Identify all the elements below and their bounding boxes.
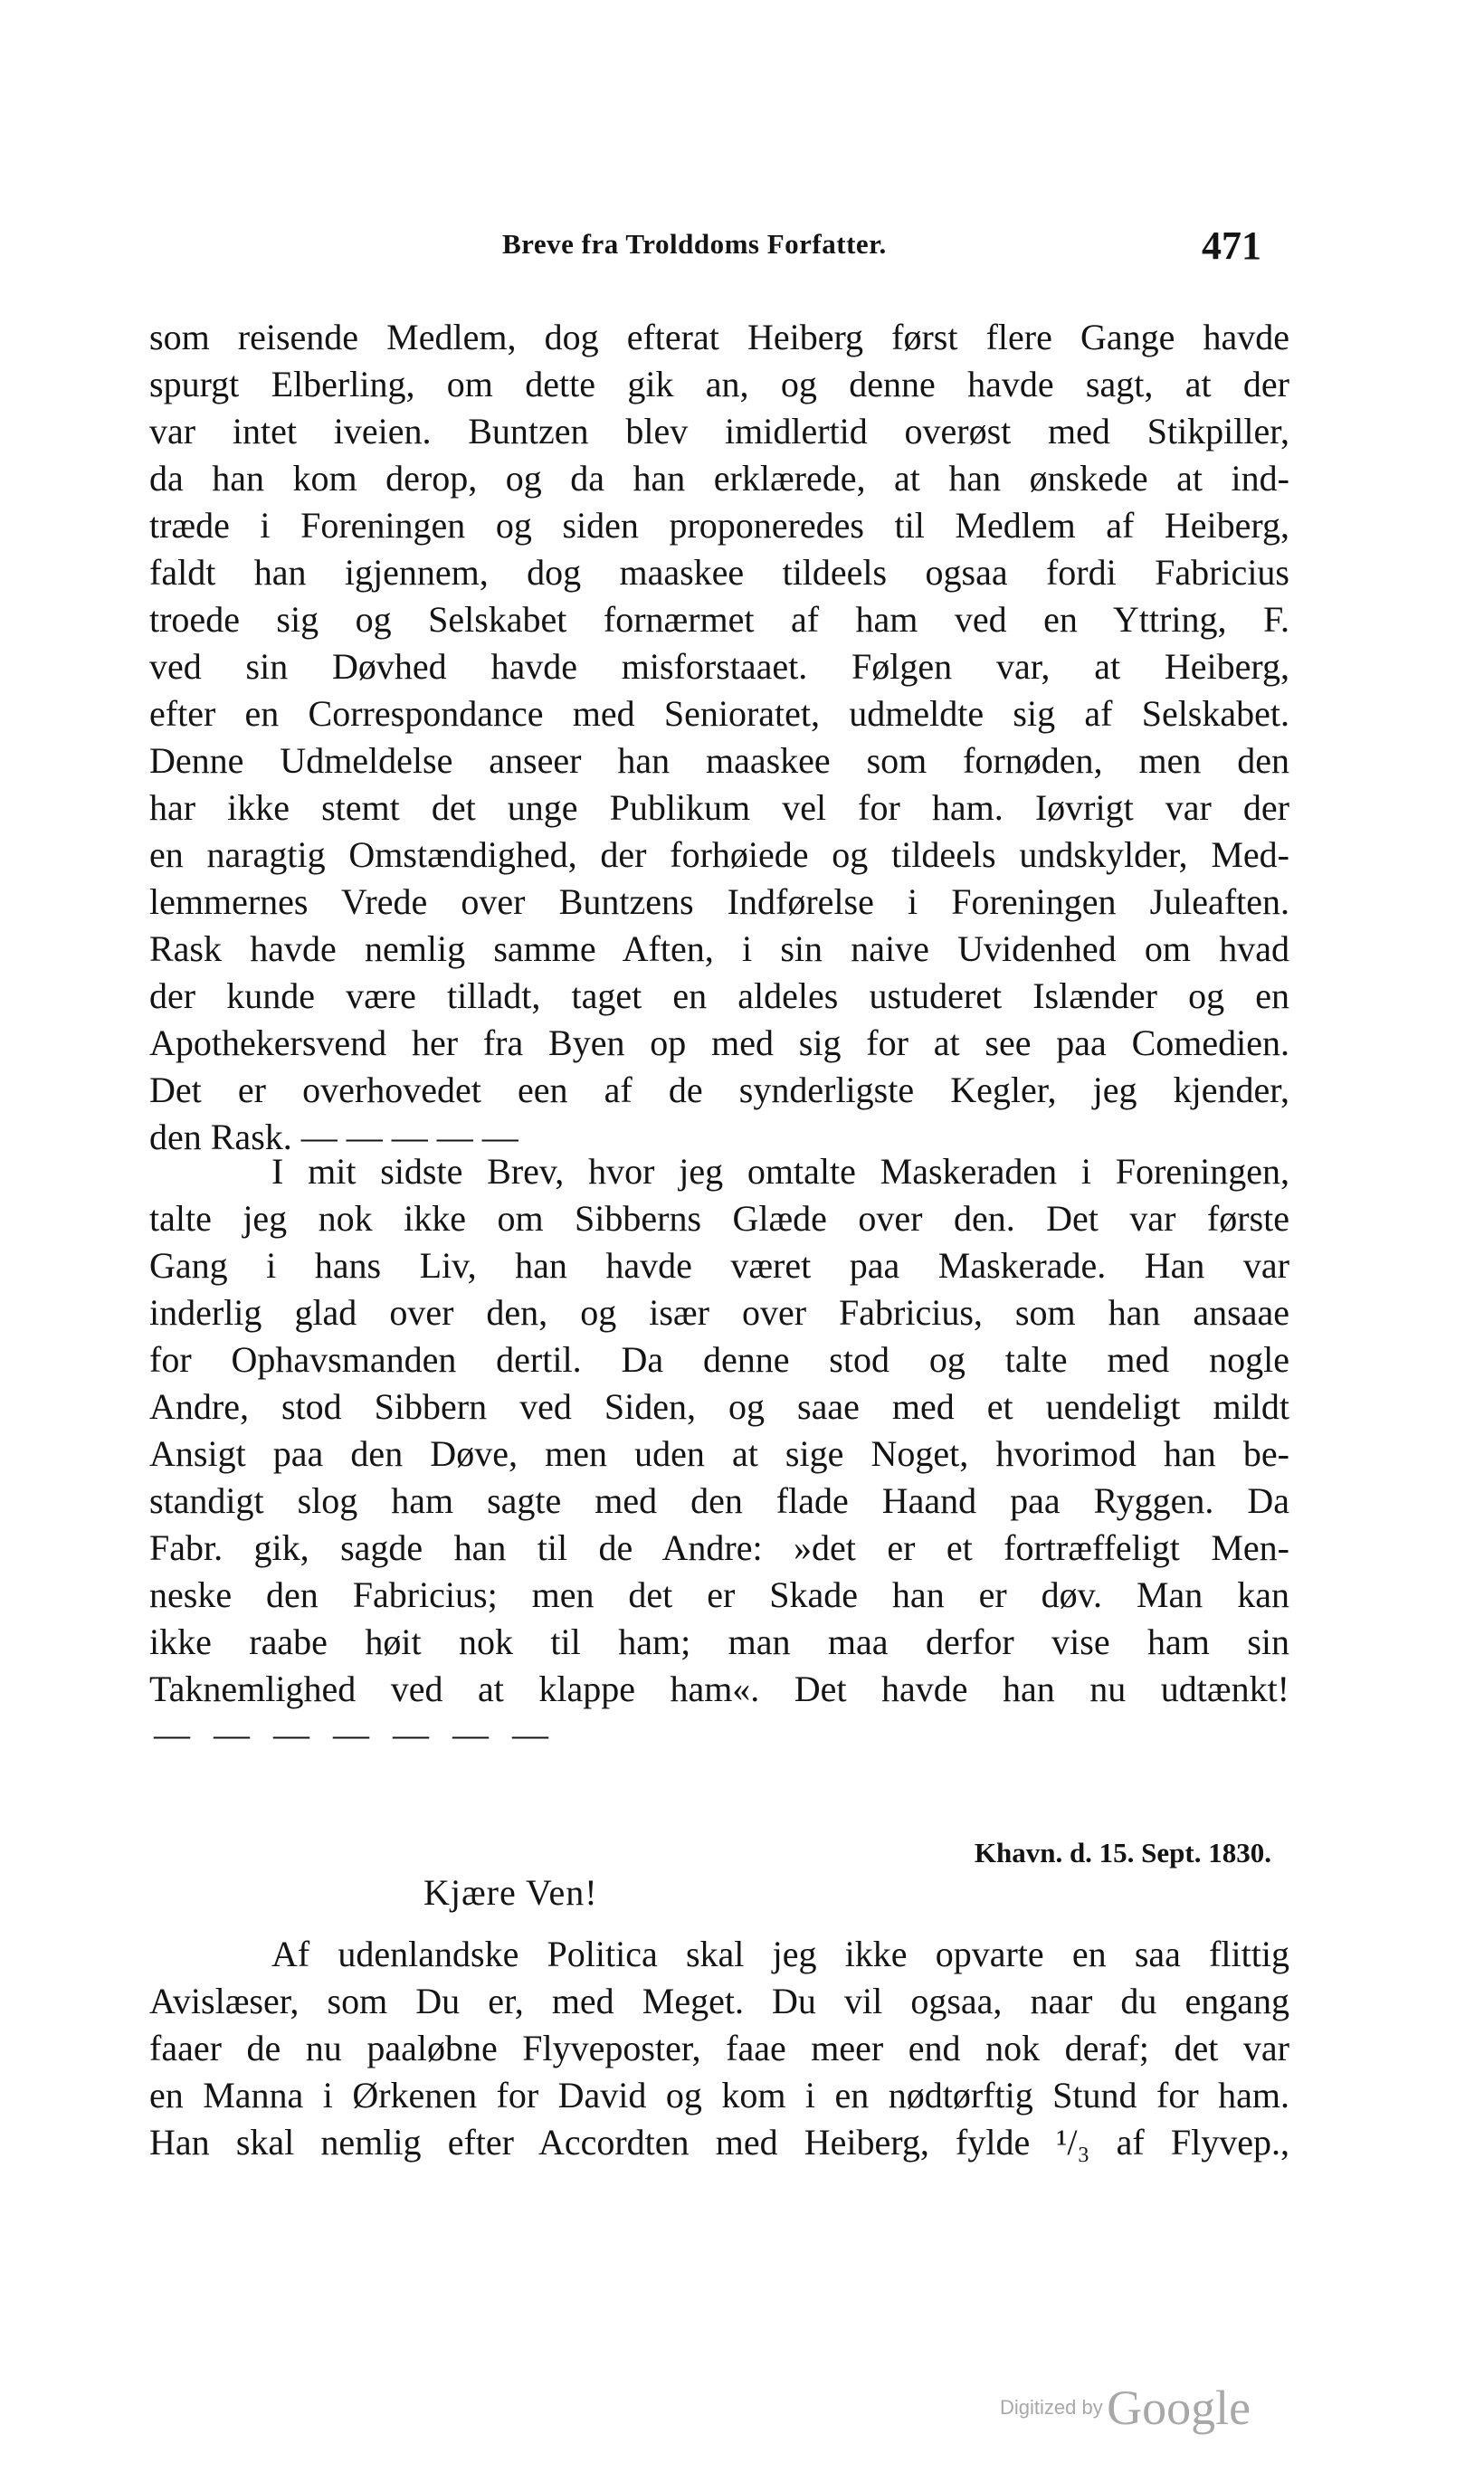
text-line: troede sig og Selskabet fornærmet af ham ved en Yttring, F. — [149, 599, 1289, 640]
text-line: Det er overhovedet een af de synderligste Kegler, jeg kjender, — [149, 1070, 1289, 1110]
text-line: Af udenlandske Politica skal jeg ikke opvarte en saa flittig — [271, 1934, 1289, 1974]
text-line: Fabr. gik, sagde han til de Andre: »det er et fortræffeligt Men- — [149, 1527, 1289, 1568]
text-line: en naragtig Omstændighed, der forhøiede og tildeels undskylder, Med- — [149, 834, 1289, 875]
text-line: Rask havde nemlig samme Aften, i sin naive Uvidenhed om hvad — [149, 928, 1289, 969]
text-line: som reisende Medlem, dog efterat Heiberg først flere Gange havde — [149, 317, 1289, 357]
text-line: lemmernes Vrede over Buntzens Indførelse i Foreningen Juleaften. — [149, 881, 1289, 922]
text-line: en Manna i Ørkenen for David og kom i en nødtørftig Stund for ham. — [149, 2075, 1289, 2115]
text-line: talte jeg nok ikke om Sibberns Glæde over den. Det var første — [149, 1198, 1289, 1239]
text-line: der kunde være tilladt, taget en aldeles ustuderet Islænder og en — [149, 975, 1289, 1016]
page-number: 471 — [1202, 223, 1261, 268]
text-line: faaer de nu paaløbne Flyveposter, faae meer end nok deraf; det var — [149, 2028, 1289, 2068]
text-line: spurgt Elberling, om dette gik an, og denne havde sagt, at der — [149, 364, 1289, 404]
letter-dateline: Khavn. d. 15. Sept. 1830. — [974, 1837, 1271, 1868]
text-line: Avislæser, som Du er, med Meget. Du vil ogsaa, naar du engang — [149, 1981, 1289, 2021]
text-line: efter en Correspondance med Senioratet, udmeldte sig af Selskabet. — [149, 693, 1289, 734]
text-line: var intet iveien. Buntzen blev imidlertid overøst med Stikpiller, — [149, 411, 1289, 452]
text-line: faldt han igjennem, dog maaskee tildeels ogsaa fordi Fabricius — [149, 552, 1289, 593]
text-line: da han kom derop, og da han erklærede, at han ønskede at ind- — [149, 458, 1289, 499]
text-line: I mit sidste Brev, hvor jeg omtalte Maskeraden i Foreningen, — [271, 1151, 1289, 1192]
text-line: Gang i hans Liv, han havde været paa Maskerade. Han var — [149, 1245, 1289, 1286]
letter-salutation: Kjære Ven! — [423, 1872, 598, 1913]
letter-body — [149, 1931, 1289, 2166]
text-line: for Ophavsmanden dertil. Da denne stod og talte med nogle — [149, 1339, 1289, 1380]
google-logo: Google — [1107, 2381, 1251, 2435]
running-title: Breve fra Trolddoms Forfatter. — [502, 228, 887, 260]
text-line: Taknemlighed ved at klappe ham«. Det havde han nu udtænkt! — [149, 1669, 1289, 1709]
passage-two — [149, 1148, 1289, 1713]
section-separator: — — — — — — — — [154, 1714, 556, 1754]
text-line: har ikke stemt det unge Publikum vel for ham. Iøvrigt var der — [149, 787, 1289, 828]
text-line: Apothekersvend her fra Byen op med sig for at see paa Comedien. — [149, 1022, 1289, 1063]
passage-one — [149, 314, 1289, 1161]
text-line: neske den Fabricius; men det er Skade han er døv. Man kan — [149, 1574, 1289, 1615]
text-line: inderlig glad over den, og især over Fabricius, som han ansaae — [149, 1292, 1289, 1333]
text-line: Ansigt paa den Døve, men uden at sige Noget, hvorimod han be- — [149, 1433, 1289, 1474]
digitized-watermark — [1000, 2380, 1251, 2436]
text-line: ved sin Døvhed havde misforstaaet. Følgen var, at Heiberg, — [149, 646, 1289, 687]
text-line: Denne Udmeldelse anseer han maaskee som fornøden, men den — [149, 740, 1289, 781]
text-line: Andre, stod Sibbern ved Siden, og saae med et uendeligt mildt — [149, 1386, 1289, 1427]
text-line: standigt slog ham sagte med den flade Haand paa Ryggen. Da — [149, 1480, 1289, 1521]
text-line: træde i Foreningen og siden proponeredes til Medlem af Heiberg, — [149, 505, 1289, 546]
text-line: den Rask. — — — — — — [149, 1117, 518, 1157]
text-line: Han skal nemlig efter Accordten med Heiberg, fylde ¹/₃ af Flyvep., — [149, 2122, 1289, 2163]
text-line: ikke raabe høit nok til ham; man maa derfor vise ham sin — [149, 1621, 1289, 1662]
watermark-prefix: Digitized by — [1000, 2396, 1103, 2419]
